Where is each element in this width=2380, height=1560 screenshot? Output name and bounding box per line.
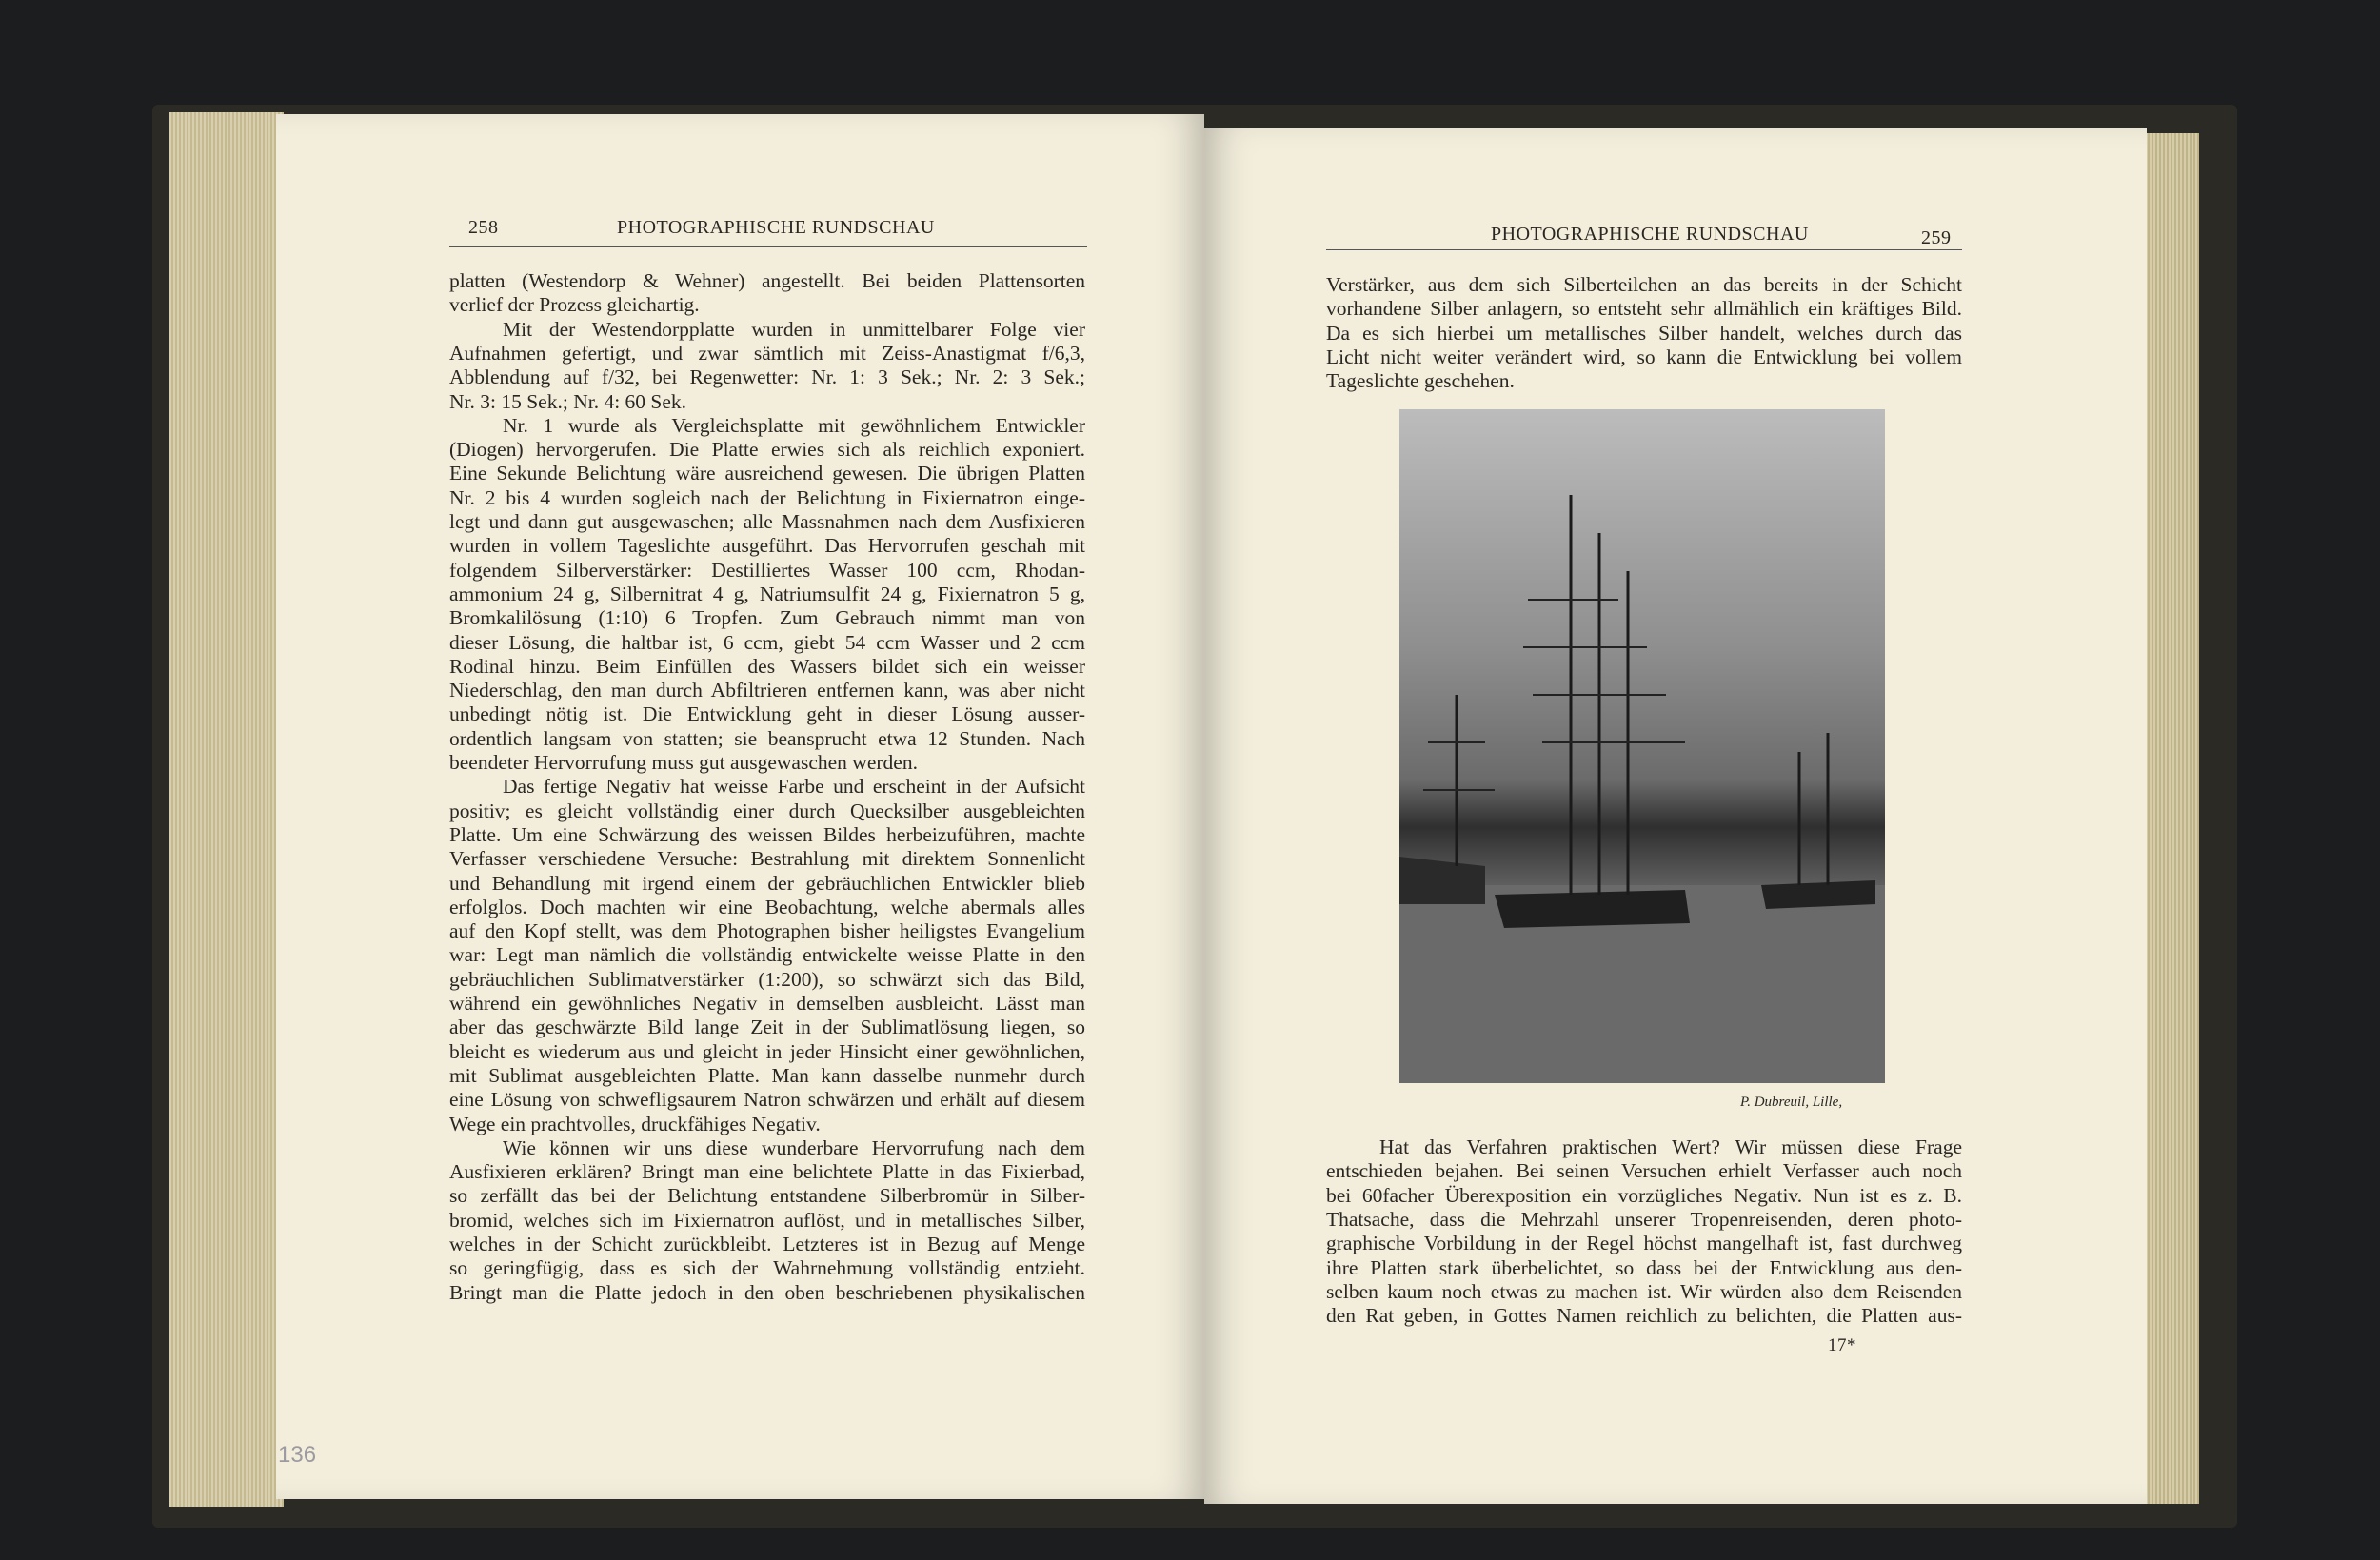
left-page-number: 258 — [468, 217, 499, 238]
text-line: so zerfällt das bei der Belichtung entstandene Silberbromür in Silber- — [449, 1184, 1085, 1208]
text-line: dieser Lösung, die haltbar ist, 6 ccm, giebt 54 ccm Wasser und 2 ccm — [449, 630, 1085, 654]
text-line: aber das geschwärzte Bild lange Zeit in der Sublimatlösung liegen, so — [449, 1016, 1085, 1039]
left-header-rule — [449, 246, 1087, 247]
text-line: legt und dann gut ausgewaschen; alle Massnahmen nach dem Ausfixieren — [449, 510, 1085, 533]
photo-caption: P. Dubreuil, Lille, — [1740, 1095, 1843, 1110]
text-line: erfolglos. Doch machten wir eine Beobachtung, welche abermals alles — [449, 895, 1085, 918]
text-line: beendeter Hervorrufung muss gut ausgewaschen werden. — [449, 751, 918, 774]
text-line: Wege ein prachtvolles, druckfähiges Negativ. — [449, 1112, 821, 1135]
text-line: während ein gewöhnliches Negativ in demselben ausbleicht. Lässt man — [449, 992, 1085, 1015]
text-line: wurden in vollem Tageslichte ausgeführt. Das Hervorrufen geschah mit — [449, 534, 1085, 558]
text-line: mit Sublimat ausgebleichten Platte. Man kann dasselbe nunmehr durch — [449, 1063, 1085, 1087]
text-line: entschieden bejahen. Bei seinen Versuchen erhielt Verfasser auch noch — [1326, 1159, 1962, 1183]
signature-mark: 17* — [1828, 1335, 1856, 1355]
right-running-head: PHOTOGRAPHISCHE RUNDSCHAU — [1491, 224, 1809, 245]
text-line: platten (Westendorp & Wehner) angestellt. Bei beiden Plattensorten — [449, 269, 1085, 292]
text-line: den Rat geben, in Gottes Namen reichlich zu belichten, die Platten aus- — [1326, 1304, 1962, 1328]
text-line: bromid, welches sich im Fixiernatron auflöst, und in metallisches Silber, — [449, 1208, 1085, 1232]
pencil-annotation: 136 — [278, 1442, 317, 1468]
text-line: Thatsache, dass die Mehrzahl unserer Tropenreisenden, deren photo- — [1326, 1207, 1962, 1231]
text-line: Eine Sekunde Belichtung wäre ausreichend gewesen. Die übrigen Platten — [449, 462, 1085, 485]
page-edges-left — [169, 112, 284, 1507]
text-line: vorhandene Silber anlagern, so entsteht sehr allmählich ein kräftiges Bild. — [1326, 297, 1962, 321]
text-line: Licht nicht weiter verändert wird, so kann die Entwicklung bei vollem — [1326, 345, 1962, 368]
text-line: eine Lösung von schwefligsaurem Natron schwärzen und erhält auf diesem — [449, 1088, 1085, 1112]
text-line: ordentlich langsam von statten; sie beansprucht etwa 12 Stunden. Nach — [449, 726, 1085, 750]
text-line: Da es sich hierbei um metallisches Silber handelt, welches durch das — [1326, 321, 1962, 345]
page-edges-right — [2142, 133, 2199, 1504]
text-line: gebräuchlichen Sublimatverstärker (1:200), so schwärzt sich das Bild, — [449, 967, 1085, 991]
right-page-number: 259 — [1921, 227, 1952, 248]
text-line: Bringt man die Platte jedoch in den oben beschriebenen physikalischen — [449, 1280, 1085, 1304]
text-line: bleicht es wiederum aus und gleicht in jeder Hinsicht einer gewöhnlichen, — [449, 1039, 1085, 1063]
text-line: so geringfügig, dass es sich der Wahrnehmung vollständig entzieht. — [449, 1256, 1085, 1280]
text-line: bei 60facher Überexposition ein vorzügliches Negativ. Nun ist es z. B. — [1326, 1183, 1962, 1207]
text-line: (Diogen) hervorgerufen. Die Platte erwies sich als reichlich exponiert. — [449, 438, 1085, 462]
text-line: welches in der Schicht zurückbleibt. Letzteres ist in Bezug auf Menge — [449, 1233, 1085, 1255]
text-line: Nr. 3: 15 Sek.; Nr. 4: 60 Sek. — [449, 389, 687, 413]
text-line: ihre Platten stark überbelichtet, so dass bei der Entwicklung aus den- — [1326, 1255, 1962, 1279]
text-line: war: Legt man nämlich die vollständig entwickelte weisse Platte in den — [449, 943, 1085, 967]
text-line: Das fertige Negativ hat weisse Farbe und erscheint in der Aufsicht — [503, 775, 1085, 799]
text-line: Niederschlag, den man durch Abfiltrieren entfernen kann, was aber nicht — [449, 679, 1085, 702]
left-running-head: PHOTOGRAPHISCHE RUNDSCHAU — [617, 217, 935, 238]
text-line: folgendem Silberverstärker: Destilliertes Wasser 100 ccm, Rhodan- — [449, 558, 1085, 582]
text-line: Abblendung auf f/32, bei Regenwetter: Nr. 1: 3 Sek.; Nr. 2: 3 Sek.; — [449, 365, 1085, 389]
text-line: Nr. 2 bis 4 wurden sogleich nach der Belichtung in Fixiernatron einge- — [449, 485, 1085, 509]
text-line: selben kaum noch etwas zu machen ist. Wir würden also dem Reisenden — [1326, 1279, 1962, 1303]
text-line: Verstärker, aus dem sich Silberteilchen an das bereits in der Schicht — [1326, 273, 1962, 296]
text-line: auf den Kopf stellt, was dem Photographen bisher heiligstes Evangelium — [449, 919, 1085, 943]
text-line: Nr. 1 wurde als Vergleichsplatte mit gewöhnlichem Entwickler — [503, 413, 1085, 437]
text-line: und Behandlung mit irgend einem der gebräuchlichen Entwickler blieb — [449, 871, 1085, 895]
text-line: Rodinal hinzu. Beim Einfüllen des Wassers bildet sich ein weisser — [449, 654, 1085, 678]
text-line: Wie können wir uns diese wunderbare Hervorrufung nach dem — [503, 1135, 1085, 1159]
text-line: Bromkalilösung (1:10) 6 Tropfen. Zum Gebrauch nimmt man von — [449, 606, 1085, 630]
text-line: Hat das Verfahren praktischen Wert? Wir müssen diese Frage — [1379, 1135, 1962, 1158]
text-line: Tageslichte geschehen. — [1326, 369, 1515, 393]
text-line: verlief der Prozess gleichartig. — [449, 293, 700, 317]
text-line: ammonium 24 g, Silbernitrat 4 g, Natriumsulfit 24 g, Fixiernatron 5 g, — [449, 582, 1085, 605]
sailing-ships-photograph — [1399, 409, 1885, 1083]
text-line: Mit der Westendorpplatte wurden in unmittelbarer Folge vier — [503, 317, 1085, 341]
right-header-rule — [1326, 249, 1962, 250]
text-line: unbedingt nötig ist. Die Entwicklung geht in dieser Lösung ausser- — [449, 702, 1085, 726]
text-line: Aufnahmen gefertigt, und zwar sämtlich mit Zeiss-Anastigmat f/6,3, — [449, 341, 1085, 365]
text-line: positiv; es gleicht vollständig einer durch Quecksilber ausgebleichten — [449, 799, 1085, 822]
text-line: graphische Vorbildung in der Regel höchst mangelhaft ist, fast durchweg — [1326, 1232, 1962, 1255]
text-line: Ausfixieren erklären? Bringt man eine belichtete Platte in das Fixierbad, — [449, 1160, 1085, 1184]
text-line: Verfasser verschiedene Versuche: Bestrahlung mit direktem Sonnenlicht — [449, 847, 1085, 871]
text-line: Platte. Um eine Schwärzung des weissen Bildes herbeizuführen, machte — [449, 822, 1085, 846]
